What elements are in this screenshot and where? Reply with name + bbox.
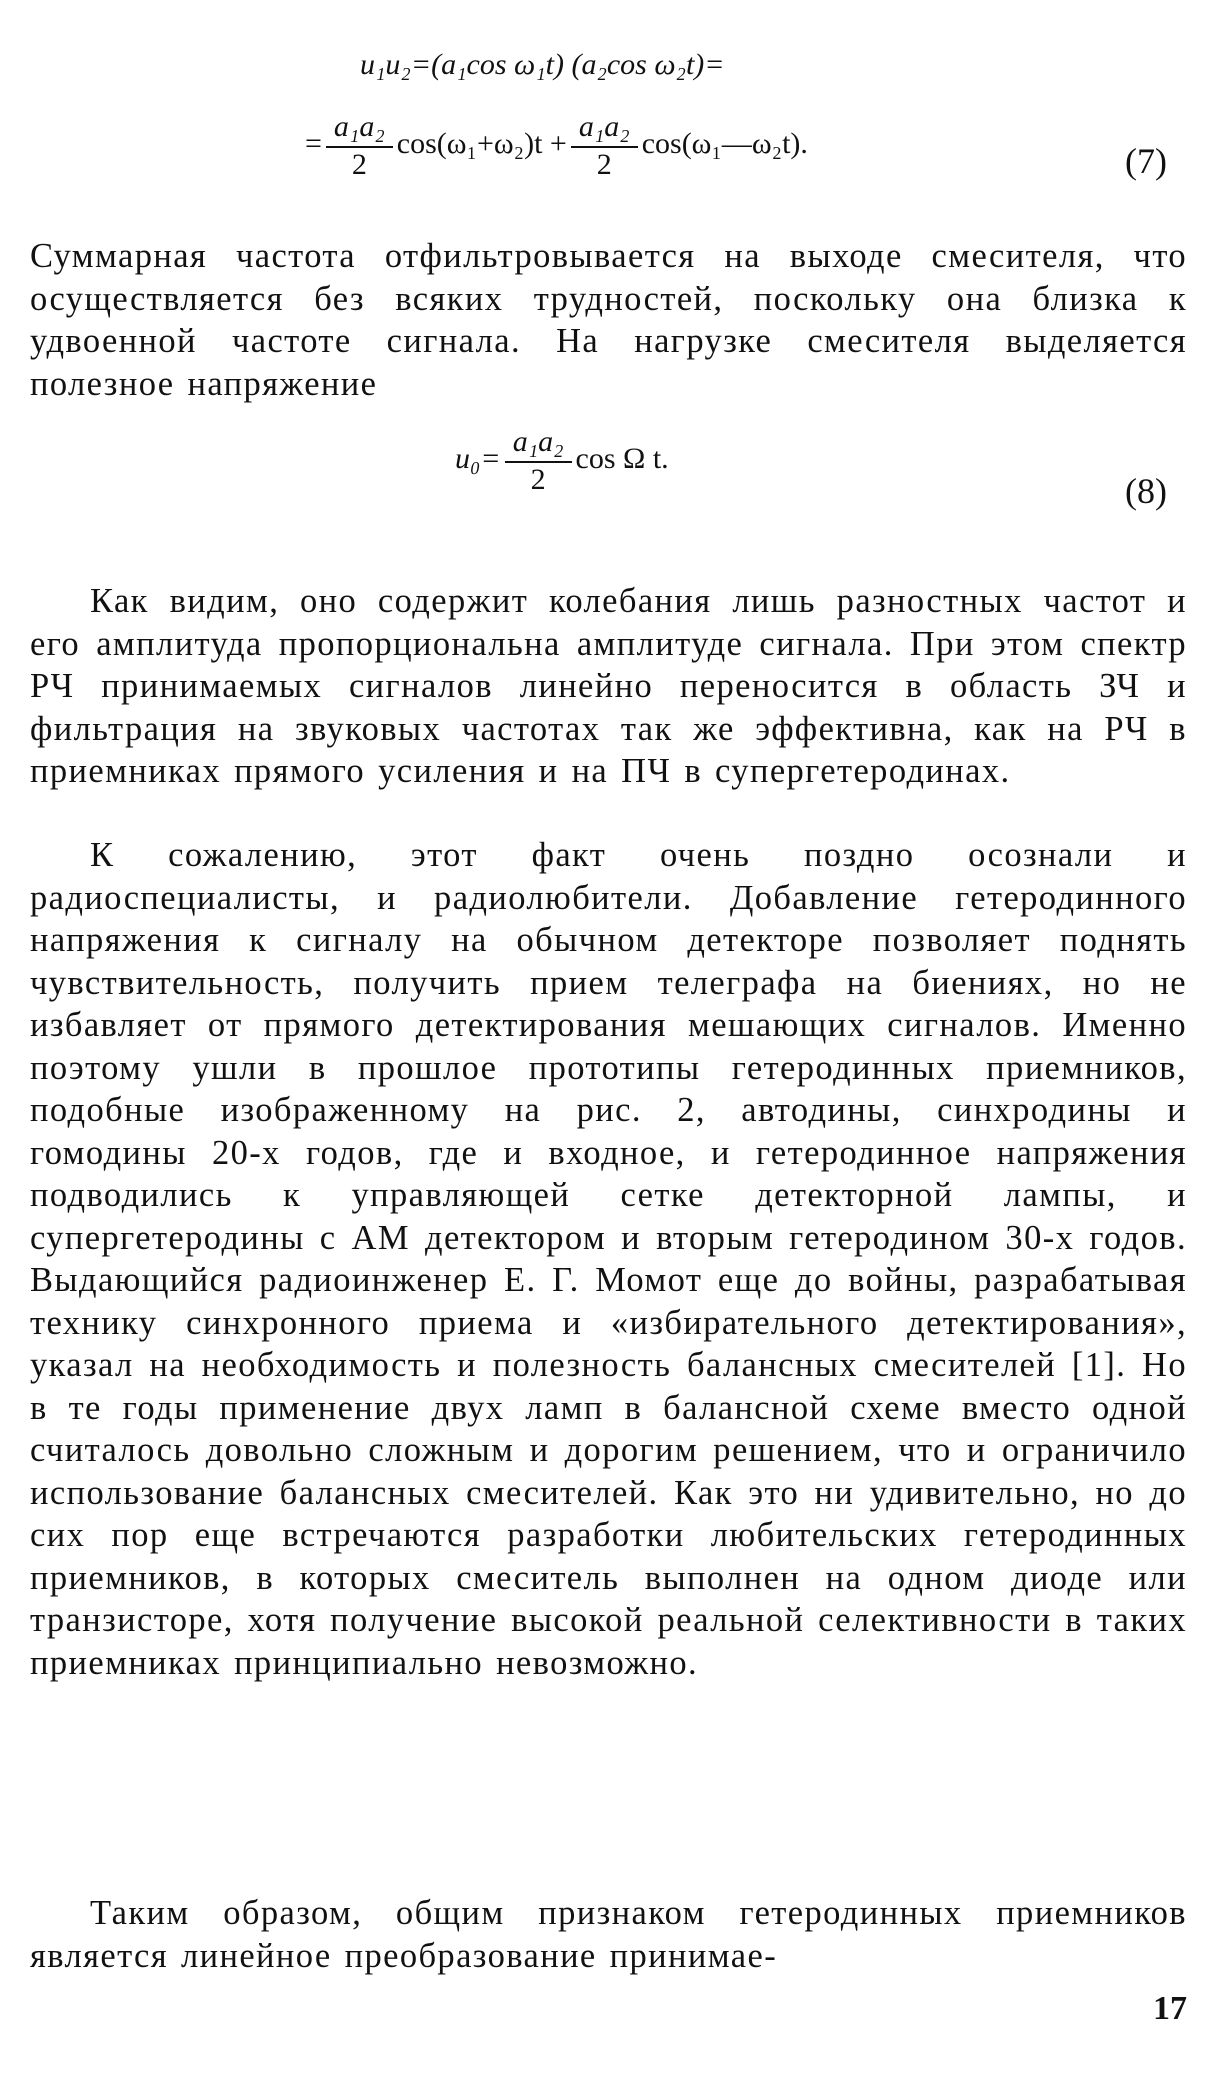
paragraph-2: Как видим, оно содержит колебания лишь разностных частот и его амплитуда пропорциональна амплитуде сигнала. При этом спектр РЧ принимаемых сигналов линейно переносится в область ЗЧ и фильтрация на звуковых частотах так же эффективна, как на РЧ в приемниках прямого усиления и на ПЧ в супергетеродинах. [30, 582, 1187, 790]
fraction-denominator: 2 [530, 463, 546, 496]
paragraph-3: К сожалению, этот факт очень поздно осознали и радиоспециалисты, и радиолюбители. Добавление гетеродинного напряжения к сигналу на обычном детекторе позволяет поднять чувствительность, получить прием телеграфа на биениях, но не избавляет от прямого детектирования мешающих сигналов. Именно поэтому ушли в прошлое прототипы гетеродинных приемников, подобные изображенному на рис. 2, автодины, синхродины и гомодины 20-х годов, где и входное, и гетеродинное напряжения подводились к управляющей сетке детекторной лампы, и супергетеродины с АМ детектором и вторым гетеродином 30-х годов. Выдающийся радиоинженер Е. Г. Момот еще до войны, разрабатывая технику синхронного приема и «избирательного детектирования», указал на необходимость и полезность балансных смесителей [1]. Но в те годы применение двух ламп в балансной схеме вместо одной считалось довольно сложным и дорогим решением, что и ограничило использование балансных смесителей. Как это ни удивительно, но до сих пор еще встречаются разработки любительских гетеродинных приемников, в которых смеситель выполнен на одном диоде или транзисторе, хотя получение высокой реальной селективности в таких приемниках принципиально невозможно. [30, 836, 1187, 1682]
fraction-numerator: a₁a₂ [326, 110, 393, 148]
fraction-numerator: a₁a₂ [571, 110, 638, 148]
paragraph-1: Суммарная частота отфильтровывается на выходе смесителя, что осуществляется без всяких трудностей, поскольку она близка к удвоенной частоте сигнала. На нагрузке смесителя выделяется полезное напряжение [30, 237, 1187, 403]
equation-8-rhs: cos Ω t. [575, 441, 669, 475]
paragraph-4: Таким образом, общим признаком гетеродинных приемников является линейное преобразование принимае- [30, 1894, 1187, 1975]
fraction-denominator: 2 [351, 148, 367, 181]
equation-8-number: (8) [1125, 471, 1167, 511]
equation-7-fraction-1 [326, 110, 393, 182]
equation-7-line-2 [305, 110, 808, 182]
page-number: 17 [1153, 1990, 1187, 2027]
fraction-denominator: 2 [596, 148, 612, 181]
equation-7-term-1: cos(ω₁+ω₂)t + [396, 126, 567, 160]
equation-7-fraction-2 [571, 110, 638, 182]
document-page [30, 30, 1187, 2053]
equation-8 [455, 425, 669, 497]
fraction-numerator: a₁a₂ [505, 425, 572, 463]
equation-8-lhs: u₀= [455, 441, 501, 475]
equation-7-number: (7) [1125, 141, 1167, 181]
equation-8-fraction [505, 425, 572, 497]
equation-7-term-2: cos(ω₁—ω₂t). [641, 126, 808, 160]
equation-7-line-1: u₁u₂=(a₁cos ω₁t) (a₂cos ω₂t)= [360, 48, 725, 81]
equation-7-equals: = [305, 126, 322, 160]
